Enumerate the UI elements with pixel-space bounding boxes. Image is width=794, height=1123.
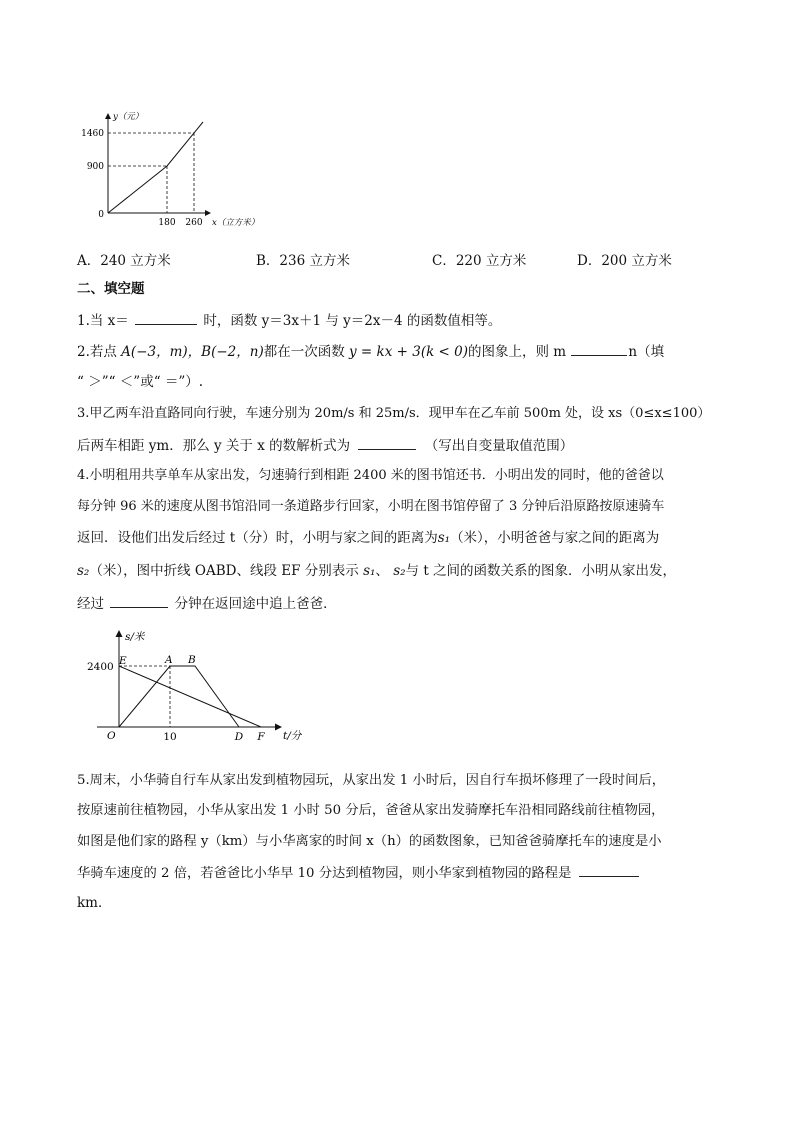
line-oabd (119, 666, 239, 727)
origin-label: 0 (98, 210, 104, 220)
q4-s2: s₂ (77, 563, 90, 579)
y-axis-label: s/米 (125, 631, 145, 643)
question-1 (77, 310, 501, 331)
question-2-line-1 (77, 341, 664, 362)
q2-mid: 都在一次函数 (263, 344, 350, 360)
ytick-2400: 2400 (87, 661, 114, 673)
label-a: A (165, 654, 173, 666)
q5-blank (579, 862, 639, 877)
question-2-line-2: “ ＞”“ ＜”或“ ＝”）. (77, 374, 204, 390)
q4-blank (110, 593, 168, 608)
label-e: E (119, 655, 127, 667)
y-axis-label: y（元） (113, 112, 144, 122)
question-4-line-5 (77, 593, 337, 614)
q3-blank (358, 435, 416, 450)
question-5-line-1: 5.周末，小华骑自行车从家出发到植物园玩，从家出发 1 小时后，因自行车损坏修理了一段时间后， (77, 773, 666, 788)
question-5-line-4 (77, 862, 639, 884)
distance-graph (85, 625, 315, 750)
q4-line4-pre: （米），图中折线 OABD、线段 EF 分别表示 (89, 563, 359, 579)
label-f: F (257, 731, 265, 743)
label-d: D (234, 731, 244, 743)
q4-line4-post: 与 t 之间的函数关系的图象．小明从家出发， (405, 563, 677, 579)
question-4-line-2: 每分钟 96 米的速度从图书馆沿同一条道路步行回家，小明在图书馆停留了 3 分钟后沿原路按原速骑车 (77, 499, 665, 514)
choice-d: D．200 立方米 (577, 253, 672, 269)
q5-line4-text: 华骑车速度的 2 倍，若爸爸比小华早 10 分达到植物园，则小华家到植物园的路程是 (77, 866, 572, 881)
q2-tail: n（填 (628, 344, 665, 360)
q1-post: 时，函数 y＝3x＋1 与 y＝2x－4 的函数值相等。 (203, 313, 502, 329)
xtick-10: 10 (163, 731, 177, 743)
choice-c: C．220 立方米 (432, 253, 527, 269)
q3-post: （写出自变量取值范围） (424, 438, 574, 454)
question-5-line-5: km． (77, 895, 112, 911)
question-3-line-1: 3.甲乙两车沿直路同向行驶，车速分别为 20m/s 和 25m/s．现甲车在乙车前 500m 处，设 xs（0≤x≤100） (77, 406, 711, 421)
cost-line (108, 122, 203, 213)
q3-pre: 后两车相距 ym．那么 y 关于 x 的数解析式为 (77, 438, 351, 454)
q4-line3-pre: 返回．设他们出发后经过 t（分）时，小明与家之间的距离为 (77, 530, 438, 546)
xtick-180: 180 (158, 218, 176, 228)
ytick-900: 900 (86, 162, 104, 172)
question-5-line-3: 如图是他们家的路程 y（km）与小华离家的时间 x（h）的函数图象，已知爸爸骑摩托车的速度是小 (77, 834, 662, 849)
label-b: B (188, 654, 196, 666)
question-4-line-4 (77, 561, 676, 581)
q4-line5-post: 分钟在返回途中追上爸爸． (174, 596, 337, 612)
question-4-line-3 (77, 528, 659, 548)
question-4-line-1: 4.小明租用共享单车从家出发，匀速骑行到相距 2400 米的图书馆还书．小明出发的同时，他的爸爸以 (77, 468, 664, 483)
q4-s2-b: s₂ (393, 563, 406, 579)
ytick-1460: 1460 (81, 129, 104, 139)
q1-blank (135, 310, 197, 325)
x-axis-label: x（立方米） (212, 218, 260, 228)
section-heading: 二、填空题 (77, 281, 145, 297)
q2-pre: 2.若点 (77, 344, 122, 360)
choice-b: B．236 立方米 (256, 253, 350, 269)
q4-s1-b: s₁ (363, 563, 376, 579)
xtick-260: 260 (185, 218, 203, 228)
q4-sep: 、 (375, 563, 389, 579)
q1-pre: 1.当 x＝ (77, 313, 129, 329)
x-axis-label: t/分 (283, 730, 302, 742)
question-5-line-2: 按原速前往植物园，小华从家出发 1 小时 50 分后，爸爸从家出发骑摩托车沿相同路线前往植物园， (77, 803, 665, 818)
line-ef (119, 666, 261, 727)
q4-line5-pre: 经过 (77, 596, 104, 612)
q2-function: y = kx + 3(k < 0) (349, 344, 469, 360)
q2-points: A(−3，m)，B(−2，n) (121, 344, 264, 360)
label-o: O (107, 730, 116, 742)
q4-s1: s₁ (437, 530, 451, 546)
question-3-line-2 (77, 435, 573, 456)
choice-a: A．240 立方米 (77, 253, 171, 269)
q4-line3-post: （米），小明爸爸与家之间的距离为 (450, 530, 660, 546)
cost-graph (81, 108, 285, 233)
q2-blank (571, 341, 627, 356)
q2-post: 的图象上，则 m (468, 344, 567, 360)
